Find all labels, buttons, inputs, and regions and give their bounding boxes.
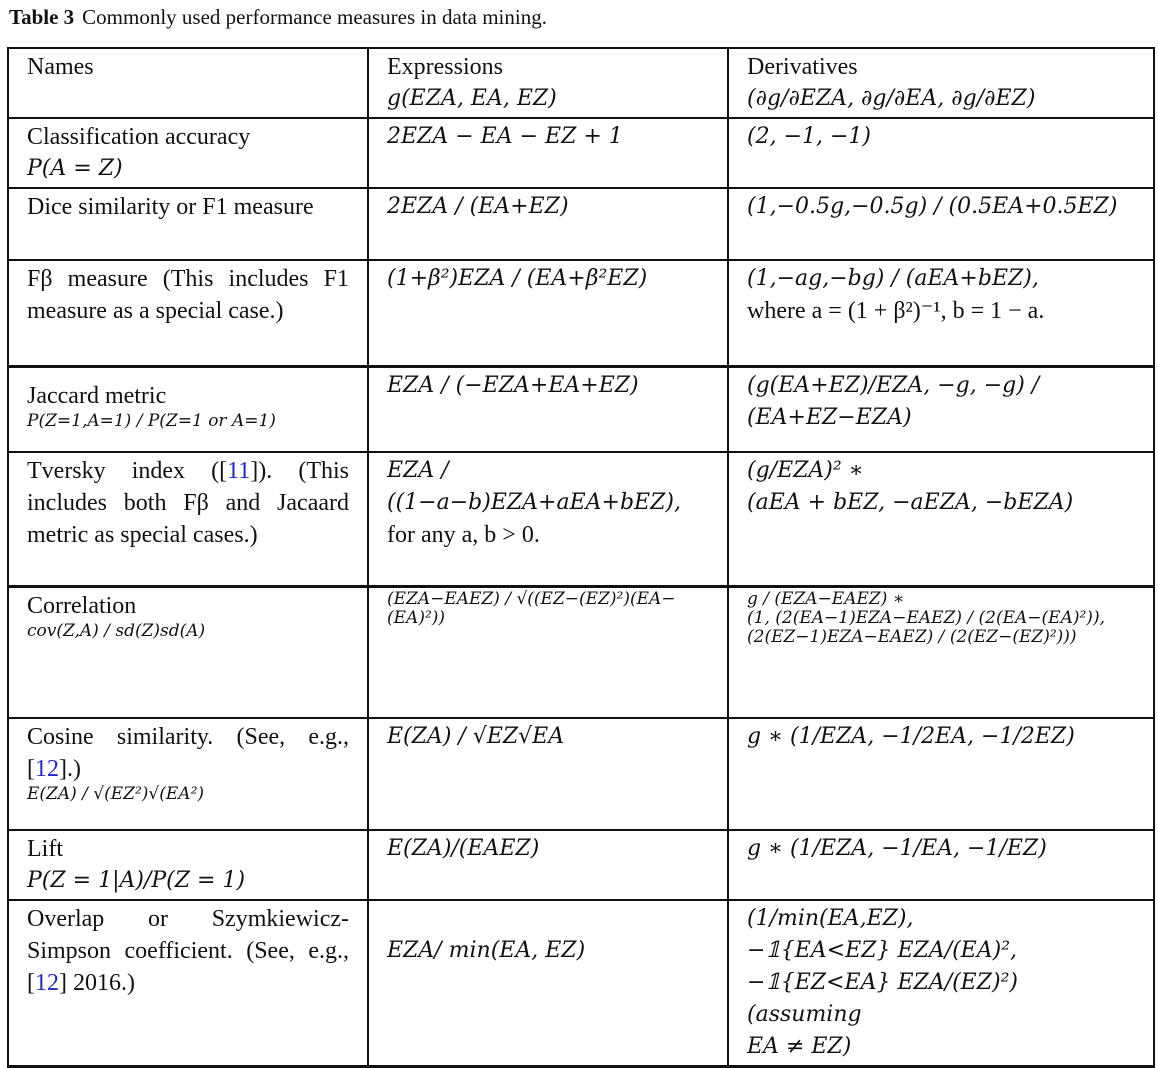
row-name: Correlation cov(Z,A) / sd(Z)sd(A) <box>8 586 368 718</box>
row-expression: 2EZA / (EA+EZ) <box>368 188 728 260</box>
table-header-row <box>8 48 1154 118</box>
row-name: Overlap or Szymkiewicz-Simpson coefficient. (See, e.g., [12] 2016.) <box>8 900 368 1067</box>
row-derivative: (1/min(EA,EZ), −𝟙{EA<EZ} EZA/(EA)², −𝟙{EZ<EA} EZA/(EZ)²) (assuming EA ≠ EZ) <box>728 900 1154 1067</box>
row-name: Dice similarity or F1 measure <box>8 188 368 260</box>
table-row <box>8 586 1154 718</box>
performance-table <box>7 47 1155 1068</box>
row-expression: EZA / ((1−a−b)EZA+aEA+bEZ), for any a, b > 0. <box>368 452 728 586</box>
row-name: Cosine similarity. (See, e.g., [12].) E(ZA) / √(EZ²)√(EA²) <box>8 718 368 830</box>
row-derivative: (g/EZA)² ∗ (aEA + bEZ, −aEZA, −bEZA) <box>728 452 1154 586</box>
caption-text: Commonly used performance measures in data mining. <box>82 5 547 29</box>
table-row <box>8 452 1154 586</box>
row-expression: E(ZA)/(EAEZ) <box>368 830 728 900</box>
row-derivative: (1,−0.5g,−0.5g) / (0.5EA+0.5EZ) <box>728 188 1154 260</box>
header-names: Names <box>8 48 368 118</box>
row-derivative: g ∗ (1/EZA, −1/2EA, −1/2EZ) <box>728 718 1154 830</box>
caption-label: Table 3 <box>9 5 75 29</box>
row-expression: EZA/ min(EA, EZ) <box>368 900 728 1067</box>
header-derivatives-sub: (∂g/∂EZA, ∂g/∂EA, ∂g/∂EZ) <box>747 86 1036 111</box>
row-expression: (EZA−EAEZ) / √((EZ−(EZ)²)(EA−(EA)²)) <box>368 586 728 718</box>
row-name: Fβ measure (This includes F1 measure as a special case.) <box>8 260 368 366</box>
row-derivative: (2, −1, −1) <box>728 118 1154 188</box>
row-expression: 2EZA − EA − EZ + 1 <box>368 118 728 188</box>
table-caption <box>9 4 547 30</box>
table-row <box>8 118 1154 188</box>
table-row <box>8 900 1154 1067</box>
row-derivative: (1,−ag,−bg) / (aEA+bEZ), where a = (1 + β²)⁻¹, b = 1 − a. <box>728 260 1154 366</box>
row-name: Lift P(Z = 1|A)/P(Z = 1) <box>8 830 368 900</box>
citation-link[interactable]: 12 <box>35 756 59 782</box>
row-derivative: g ∗ (1/EZA, −1/EA, −1/EZ) <box>728 830 1154 900</box>
table-row <box>8 830 1154 900</box>
header-expressions-sub: g(EZA, EA, EZ) <box>387 86 557 111</box>
header-derivatives: Derivatives (∂g/∂EZA, ∂g/∂EA, ∂g/∂EZ) <box>728 48 1154 118</box>
table-row <box>8 366 1154 452</box>
table-row <box>8 718 1154 830</box>
citation-link[interactable]: 12 <box>35 970 59 996</box>
row-name: Jaccard metric P(Z=1,A=1) / P(Z=1 or A=1) <box>8 366 368 452</box>
header-expressions: Expressions g(EZA, EA, EZ) <box>368 48 728 118</box>
row-name: Tversky index ([11]). (This includes both Fβ and Jacaard metric as special cases.) <box>8 452 368 586</box>
row-derivative: (g(EA+EZ)/EZA, −g, −g) / (EA+EZ−EZA) <box>728 366 1154 452</box>
citation-link[interactable]: 11 <box>227 458 251 484</box>
row-expression: (1+β²)EZA / (EA+β²EZ) <box>368 260 728 366</box>
table-row <box>8 260 1154 366</box>
row-expression: EZA / (−EZA+EA+EZ) <box>368 366 728 452</box>
row-expression: E(ZA) / √EZ√EA <box>368 718 728 830</box>
row-name: Classification accuracy P(A = Z) <box>8 118 368 188</box>
row-derivative: g / (EZA−EAEZ) ∗ (1, (2(EA−1)EZA−EAEZ) / (2(EA−(EA)²)), (2(EZ−1)EZA−EAEZ) / (2(EZ−(EZ)²))) <box>728 586 1154 718</box>
table-row <box>8 188 1154 260</box>
